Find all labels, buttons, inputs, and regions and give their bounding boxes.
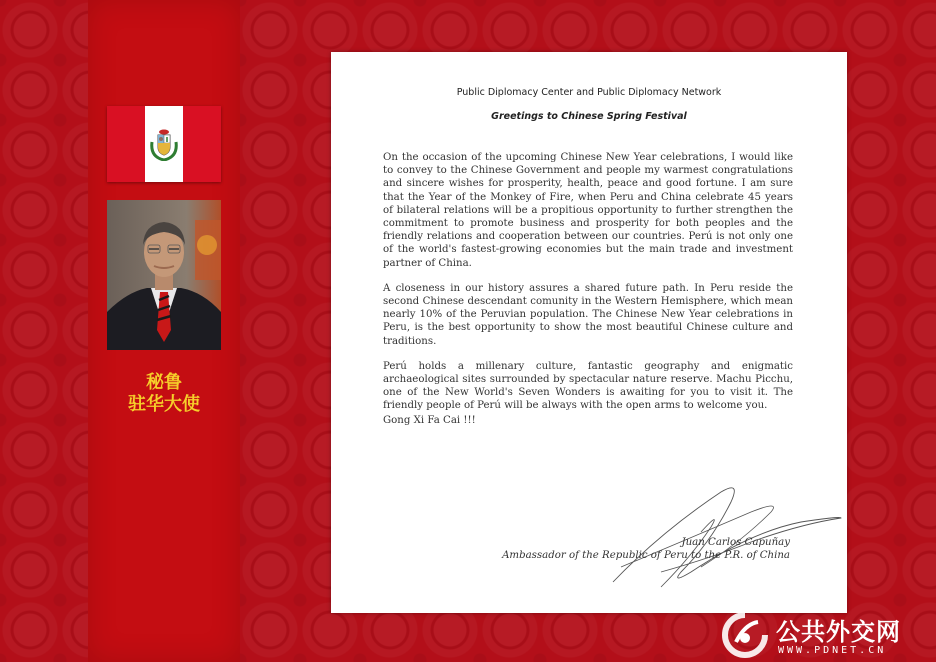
- letter-closing: Gong Xi Fa Cai !!!: [383, 415, 476, 426]
- letter-paragraph: A closeness in our history assures a shared future path. In Peru reside the second Chinese descendant comunity in the Western Hemisphere, which mean nearly 10% of the Peruvian population. The Chinese New Year celebrations in Peru, is the best opportunity to show the most beautiful Chinese culture and traditions.: [383, 282, 793, 347]
- letter-body: [383, 151, 793, 425]
- flag-stripe-right: [183, 106, 221, 182]
- caption-title: 驻华大使: [128, 394, 200, 415]
- coat-of-arms-icon: [149, 127, 179, 161]
- watermark-url: WWW.PDNET.CN: [778, 645, 887, 656]
- signature-scribble: [601, 472, 847, 592]
- pdnet-logo-icon: [722, 612, 768, 658]
- letter-paragraph: Perú holds a millenary culture, fantastic geography and enigmatic archaeological sites surrounded by spectacular nature reserve. Machu Picchu, one of the New World's Seven Wonders is awaiting for you to visit it. The friendly people of Perú will be always with the open arms to welcome you.: [383, 360, 793, 412]
- letter-organization: Public Diplomacy Center and Public Diplomacy Network: [456, 87, 722, 98]
- peru-flag: [107, 106, 221, 182]
- flag-stripe-center: [145, 106, 183, 182]
- signer-name: Juan Carlos Capuñay: [681, 537, 790, 548]
- watermark-name: 公共外交网: [776, 618, 901, 646]
- ambassador-portrait: [107, 200, 221, 350]
- flag-stripe-left: [107, 106, 145, 182]
- caption-country: 秘鲁: [146, 372, 182, 393]
- greeting-letter: [331, 52, 847, 613]
- ambassador-caption: [107, 372, 221, 416]
- site-watermark: [718, 610, 936, 662]
- letter-subject: Greetings to Chinese Spring Festival: [491, 111, 687, 122]
- letter-paragraph: On the occasion of the upcoming Chinese New Year celebrations, I would like to convey to the Chinese Government and people my warmest congratulations and sincere wishes for prosperity, health, peace and good fortune. I am sure that the Year of the Monkey of Fire, when Peru and China celebrate 45 years of bilateral relations will be a propitious opportunity to further strengthen the commitment to promote business and prosperity for both peoples and the friendly relations and cooperation between our countries. Perú is not only one of the world's fastest-growing economies but the main trade and investment partner of China.: [383, 152, 793, 269]
- signer-title: Ambassador of the Republic of Peru to the P.R. of China: [502, 550, 790, 561]
